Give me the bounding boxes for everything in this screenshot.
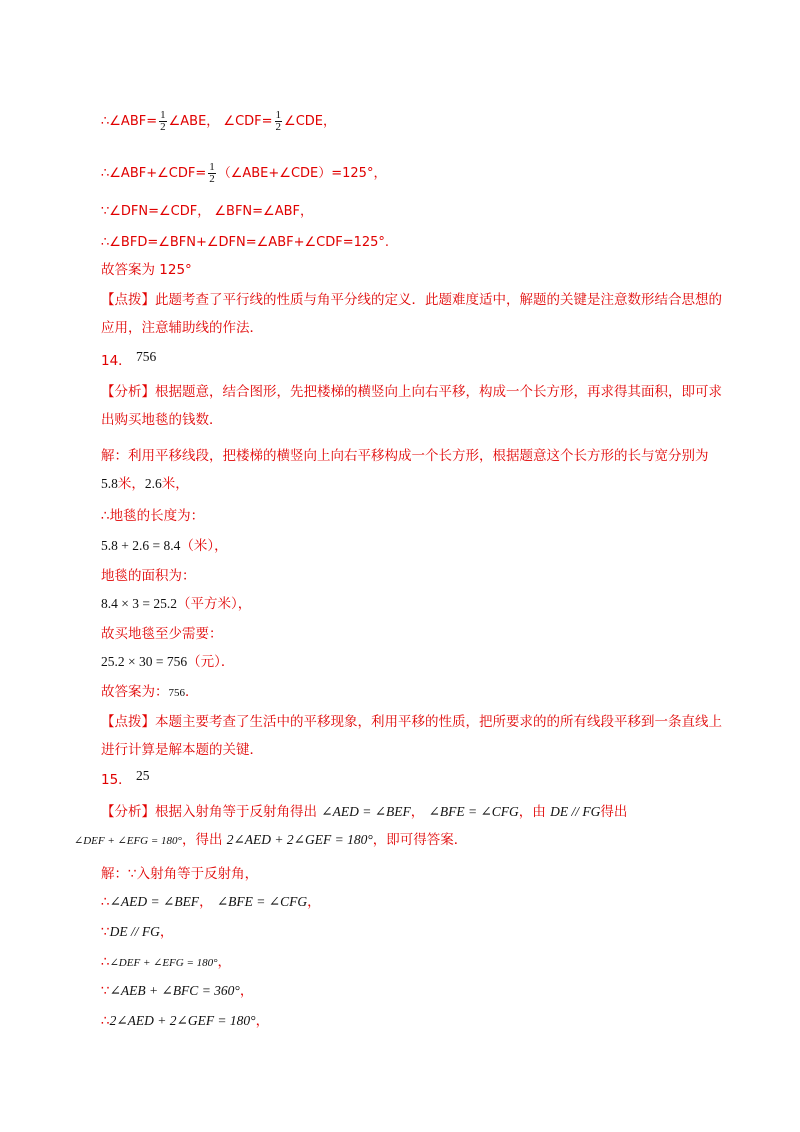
step-line: ∴2∠AED + 2∠GEF = 180°， bbox=[101, 1013, 270, 1029]
solution-paragraph: 解：利用平移线段，把楼梯的横竖向上向右平移构成一个长方形，根据题意这个长方形的长与宽分别为5.8米，2.6米， bbox=[101, 448, 709, 492]
text: ∠CDE， bbox=[284, 114, 337, 129]
text: ∠ABE， ∠CDF= bbox=[168, 114, 273, 129]
step-line: ∵∠DFN=∠CDF， ∠BFN=∠ABF， bbox=[101, 204, 313, 219]
text: ∴∠ABF+∠CDF= bbox=[101, 166, 207, 181]
step-line: ∴地毯的长度为： bbox=[101, 508, 205, 524]
answer-line: 故答案为 125° bbox=[101, 262, 192, 278]
fraction: $\frac{1}{2}$ bbox=[275, 109, 282, 133]
answer-value: 25 bbox=[135, 768, 150, 783]
dianbo-paragraph: 【点拨】本题主要考查了生活中的平移现象，利用平移的性质，把所要求的的所有线段平移到一条直线上进行计算是解本题的关键． bbox=[101, 714, 722, 758]
fraction: $\frac{1}{2}$ bbox=[209, 161, 215, 185]
answer-value: 756 bbox=[135, 349, 157, 364]
equation-line: 5.8 + 2.6 = 8.4（米）， bbox=[101, 538, 228, 554]
fenxi-paragraph: 【分析】根据题意，结合图形，先把楼梯的横竖向上向右平移，构成一个长方形，再求得其面积，即可求出购买地毯的钱数． bbox=[101, 384, 722, 428]
dianbo-paragraph: 【点拨】此题考查了平行线的性质与角平分线的定义．此题难度适中，解题的关键是注意数形结合思想的应用，注意辅助线的作法． bbox=[101, 292, 722, 336]
step-line: 故买地毯至少需要： bbox=[101, 626, 223, 642]
step-line: ∴∠DEF + ∠EFG = 180°， bbox=[101, 954, 232, 970]
step-line: ∴∠BFD=∠BFN+∠DFN=∠ABF+∠CDF=125°. bbox=[101, 235, 390, 250]
answer-line: 故答案为：756． bbox=[101, 684, 199, 700]
text: ∴∠ABF= bbox=[101, 114, 158, 129]
equation-line: 25.2 × 30 = 756（元）． bbox=[101, 654, 235, 670]
question-number: 15． 25 bbox=[101, 768, 150, 788]
step-line: ∵DE // FG， bbox=[101, 924, 174, 940]
step-line: 地毯的面积为： bbox=[101, 568, 196, 584]
step-line: 解：∵入射角等于反射角， bbox=[101, 866, 259, 882]
text: （∠ABE+∠CDE）=125°， bbox=[217, 166, 387, 181]
fenxi-paragraph: 【分析】根据入射角等于反射角得出 ∠AED = ∠BEF， ∠BFE = ∠CFG，由 DE // FG得出 ∠DEF + ∠EFG = 180°，得出 2∠AED + 2∠GEF = 180°，即可得答案． bbox=[74, 804, 628, 848]
equation-line: 8.4 × 3 = 25.2（平方米）， bbox=[101, 596, 252, 612]
step-line bbox=[101, 162, 386, 185]
fraction: $\frac{1}{2}$ bbox=[160, 109, 166, 133]
step-line bbox=[101, 110, 336, 133]
step-line: ∴∠AED = ∠BEF， ∠BFE = ∠CFG， bbox=[101, 894, 321, 910]
question-number: 14． 756 bbox=[101, 349, 157, 369]
step-line: ∵∠AEB + ∠BFC = 360°， bbox=[101, 983, 254, 999]
